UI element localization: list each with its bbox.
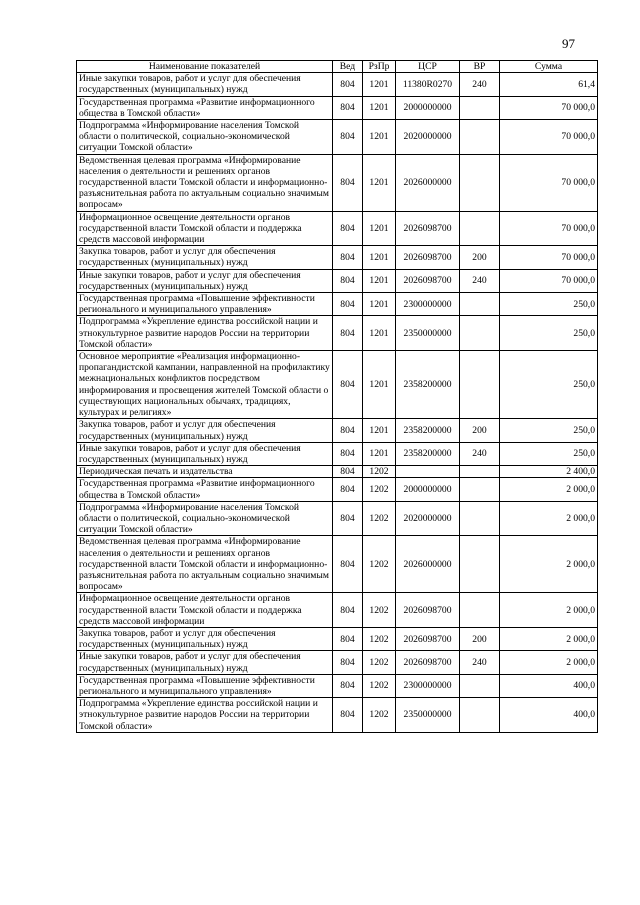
row-name: Подпрограмма «Укрепление единства российской нации и этнокультурное развитие народов России на территории Томской области» <box>77 316 333 351</box>
row-name: Подпрограмма «Информирование населения Томской области о политической, социально-экономической ситуации Томской области» <box>77 501 333 536</box>
row-ved: 804 <box>333 674 363 697</box>
row-csr: 2300000000 <box>396 293 460 316</box>
row-sum: 70 000,0 <box>500 211 598 246</box>
table-row <box>77 466 598 478</box>
row-vr <box>460 501 500 536</box>
row-name: Подпрограмма «Укрепление единства российской нации и этнокультурное развитие народов России на территории Томской области» <box>77 698 333 733</box>
table-row <box>77 627 598 650</box>
row-vr <box>460 466 500 478</box>
row-rzpr: 1201 <box>363 73 396 96</box>
table-row <box>77 316 598 351</box>
table-row <box>77 154 598 211</box>
row-vr <box>460 593 500 628</box>
row-rzpr: 1201 <box>363 442 396 465</box>
table-row <box>77 698 598 733</box>
row-rzpr: 1201 <box>363 419 396 442</box>
row-ved: 804 <box>333 246 363 269</box>
row-name: Закупка товаров, работ и услуг для обеспечения государственных (муниципальных) нужд <box>77 627 333 650</box>
row-ved: 804 <box>333 627 363 650</box>
header-rzpr: РзПр <box>363 61 396 73</box>
row-vr: 200 <box>460 419 500 442</box>
row-ved: 804 <box>333 442 363 465</box>
row-vr <box>460 536 500 593</box>
row-csr: 2026098700 <box>396 246 460 269</box>
row-ved: 804 <box>333 651 363 674</box>
row-name: Иные закупки товаров, работ и услуг для обеспечения государственных (муниципальных) нужд <box>77 73 333 96</box>
row-sum: 250,0 <box>500 419 598 442</box>
row-vr: 240 <box>460 269 500 292</box>
row-csr: 2300000000 <box>396 674 460 697</box>
row-csr: 11380R0270 <box>396 73 460 96</box>
row-sum: 2 000,0 <box>500 478 598 501</box>
row-sum: 61,4 <box>500 73 598 96</box>
page-number: 97 <box>562 36 575 51</box>
row-ved: 804 <box>333 73 363 96</box>
row-csr: 2026098700 <box>396 269 460 292</box>
header-vr: ВР <box>460 61 500 73</box>
row-csr: 2350000000 <box>396 316 460 351</box>
row-ved: 804 <box>333 478 363 501</box>
row-name: Ведомственная целевая программа «Информирование населения о деятельности и решениях органов государственной власти Томской области и информационно-разъяснительная работа по актуальным социально значимым вопросам» <box>77 536 333 593</box>
row-sum: 400,0 <box>500 674 598 697</box>
row-rzpr: 1202 <box>363 698 396 733</box>
table-row <box>77 246 598 269</box>
row-rzpr: 1202 <box>363 501 396 536</box>
budget-table <box>76 60 598 733</box>
row-name: Информационное освещение деятельности органов государственной власти Томской области и поддержка средств массовой информации <box>77 211 333 246</box>
row-sum: 250,0 <box>500 316 598 351</box>
row-name: Иные закупки товаров, работ и услуг для обеспечения государственных (муниципальных) нужд <box>77 269 333 292</box>
row-rzpr: 1201 <box>363 96 396 119</box>
row-csr <box>396 466 460 478</box>
row-sum: 70 000,0 <box>500 154 598 211</box>
row-sum: 250,0 <box>500 351 598 419</box>
row-csr: 2020000000 <box>396 501 460 536</box>
table-row <box>77 651 598 674</box>
row-ved: 804 <box>333 536 363 593</box>
table-row <box>77 674 598 697</box>
row-name: Информационное освещение деятельности органов государственной власти Томской области и поддержка средств массовой информации <box>77 593 333 628</box>
table-row <box>77 351 598 419</box>
row-csr: 2026098700 <box>396 651 460 674</box>
row-name: Государственная программа «Повышение эффективности регионального и муниципального управления» <box>77 674 333 697</box>
row-csr: 2026000000 <box>396 536 460 593</box>
row-vr: 240 <box>460 442 500 465</box>
table-row <box>77 478 598 501</box>
row-csr: 2020000000 <box>396 120 460 155</box>
row-name: Государственная программа «Развитие информационного общества в Томской области» <box>77 478 333 501</box>
row-csr: 2000000000 <box>396 478 460 501</box>
row-vr: 200 <box>460 627 500 650</box>
row-sum: 250,0 <box>500 442 598 465</box>
row-sum: 2 000,0 <box>500 651 598 674</box>
table-row <box>77 293 598 316</box>
row-csr: 2350000000 <box>396 698 460 733</box>
table-row <box>77 501 598 536</box>
row-csr: 2026000000 <box>396 154 460 211</box>
row-rzpr: 1202 <box>363 593 396 628</box>
row-ved: 804 <box>333 419 363 442</box>
row-ved: 804 <box>333 120 363 155</box>
row-vr <box>460 211 500 246</box>
row-sum: 250,0 <box>500 293 598 316</box>
header-csr: ЦСР <box>396 61 460 73</box>
row-vr <box>460 698 500 733</box>
row-rzpr: 1201 <box>363 154 396 211</box>
row-ved: 804 <box>333 593 363 628</box>
header-sum: Сумма <box>500 61 598 73</box>
row-name: Закупка товаров, работ и услуг для обеспечения государственных (муниципальных) нужд <box>77 246 333 269</box>
row-ved: 804 <box>333 269 363 292</box>
table-row <box>77 96 598 119</box>
row-sum: 2 000,0 <box>500 593 598 628</box>
row-ved: 804 <box>333 316 363 351</box>
row-vr <box>460 674 500 697</box>
row-csr: 2358200000 <box>396 419 460 442</box>
table-row <box>77 442 598 465</box>
row-sum: 70 000,0 <box>500 269 598 292</box>
row-sum: 2 400,0 <box>500 466 598 478</box>
row-rzpr: 1202 <box>363 627 396 650</box>
row-vr: 240 <box>460 73 500 96</box>
row-rzpr: 1202 <box>363 651 396 674</box>
row-vr <box>460 478 500 501</box>
table-row <box>77 536 598 593</box>
row-sum: 2 000,0 <box>500 536 598 593</box>
row-csr: 2026098700 <box>396 211 460 246</box>
row-name: Закупка товаров, работ и услуг для обеспечения государственных (муниципальных) нужд <box>77 419 333 442</box>
row-name: Государственная программа «Повышение эффективности регионального и муниципального управления» <box>77 293 333 316</box>
row-sum: 2 000,0 <box>500 501 598 536</box>
row-name: Периодическая печать и издательства <box>77 466 333 478</box>
row-ved: 804 <box>333 211 363 246</box>
row-rzpr: 1201 <box>363 351 396 419</box>
row-rzpr: 1201 <box>363 120 396 155</box>
row-rzpr: 1201 <box>363 269 396 292</box>
row-vr <box>460 120 500 155</box>
row-rzpr: 1202 <box>363 478 396 501</box>
row-name: Ведомственная целевая программа «Информирование населения о деятельности и решениях органов государственной власти Томской области и информационно-разъяснительная работа по актуальным социально значимым вопросам» <box>77 154 333 211</box>
row-csr: 2026098700 <box>396 627 460 650</box>
table-row <box>77 73 598 96</box>
row-rzpr: 1201 <box>363 293 396 316</box>
row-name: Основное мероприятие «Реализация информационно-пропагандистской кампании, направленной на профилактику межнациональных конфликтов посредством информирования и просвещения жителей Томской области о существующих национальных обычаях, традициях, культурах и религиях» <box>77 351 333 419</box>
row-vr <box>460 351 500 419</box>
row-csr: 2026098700 <box>396 593 460 628</box>
row-rzpr: 1202 <box>363 466 396 478</box>
row-rzpr: 1201 <box>363 211 396 246</box>
row-sum: 400,0 <box>500 698 598 733</box>
row-rzpr: 1201 <box>363 316 396 351</box>
table-row <box>77 593 598 628</box>
row-vr <box>460 316 500 351</box>
row-csr: 2358200000 <box>396 351 460 419</box>
row-ved: 804 <box>333 293 363 316</box>
table-header-row <box>77 61 598 73</box>
row-vr: 200 <box>460 246 500 269</box>
table-row <box>77 211 598 246</box>
header-ved: Вед <box>333 61 363 73</box>
row-vr <box>460 293 500 316</box>
row-ved: 804 <box>333 154 363 211</box>
row-name: Иные закупки товаров, работ и услуг для обеспечения государственных (муниципальных) нужд <box>77 442 333 465</box>
table-row <box>77 419 598 442</box>
row-rzpr: 1202 <box>363 674 396 697</box>
row-name: Подпрограмма «Информирование населения Томской области о политической, социально-экономической ситуации Томской области» <box>77 120 333 155</box>
row-csr: 2000000000 <box>396 96 460 119</box>
row-name: Государственная программа «Развитие информационного общества в Томской области» <box>77 96 333 119</box>
header-name: Наименование показателей <box>77 61 333 73</box>
row-ved: 804 <box>333 351 363 419</box>
row-vr <box>460 154 500 211</box>
row-rzpr: 1201 <box>363 246 396 269</box>
row-sum: 70 000,0 <box>500 120 598 155</box>
row-name: Иные закупки товаров, работ и услуг для обеспечения государственных (муниципальных) нужд <box>77 651 333 674</box>
row-vr: 240 <box>460 651 500 674</box>
row-sum: 70 000,0 <box>500 96 598 119</box>
row-sum: 2 000,0 <box>500 627 598 650</box>
row-ved: 804 <box>333 466 363 478</box>
row-ved: 804 <box>333 501 363 536</box>
row-vr <box>460 96 500 119</box>
table-row <box>77 269 598 292</box>
row-sum: 70 000,0 <box>500 246 598 269</box>
row-ved: 804 <box>333 96 363 119</box>
row-ved: 804 <box>333 698 363 733</box>
row-rzpr: 1202 <box>363 536 396 593</box>
row-csr: 2358200000 <box>396 442 460 465</box>
table-row <box>77 120 598 155</box>
